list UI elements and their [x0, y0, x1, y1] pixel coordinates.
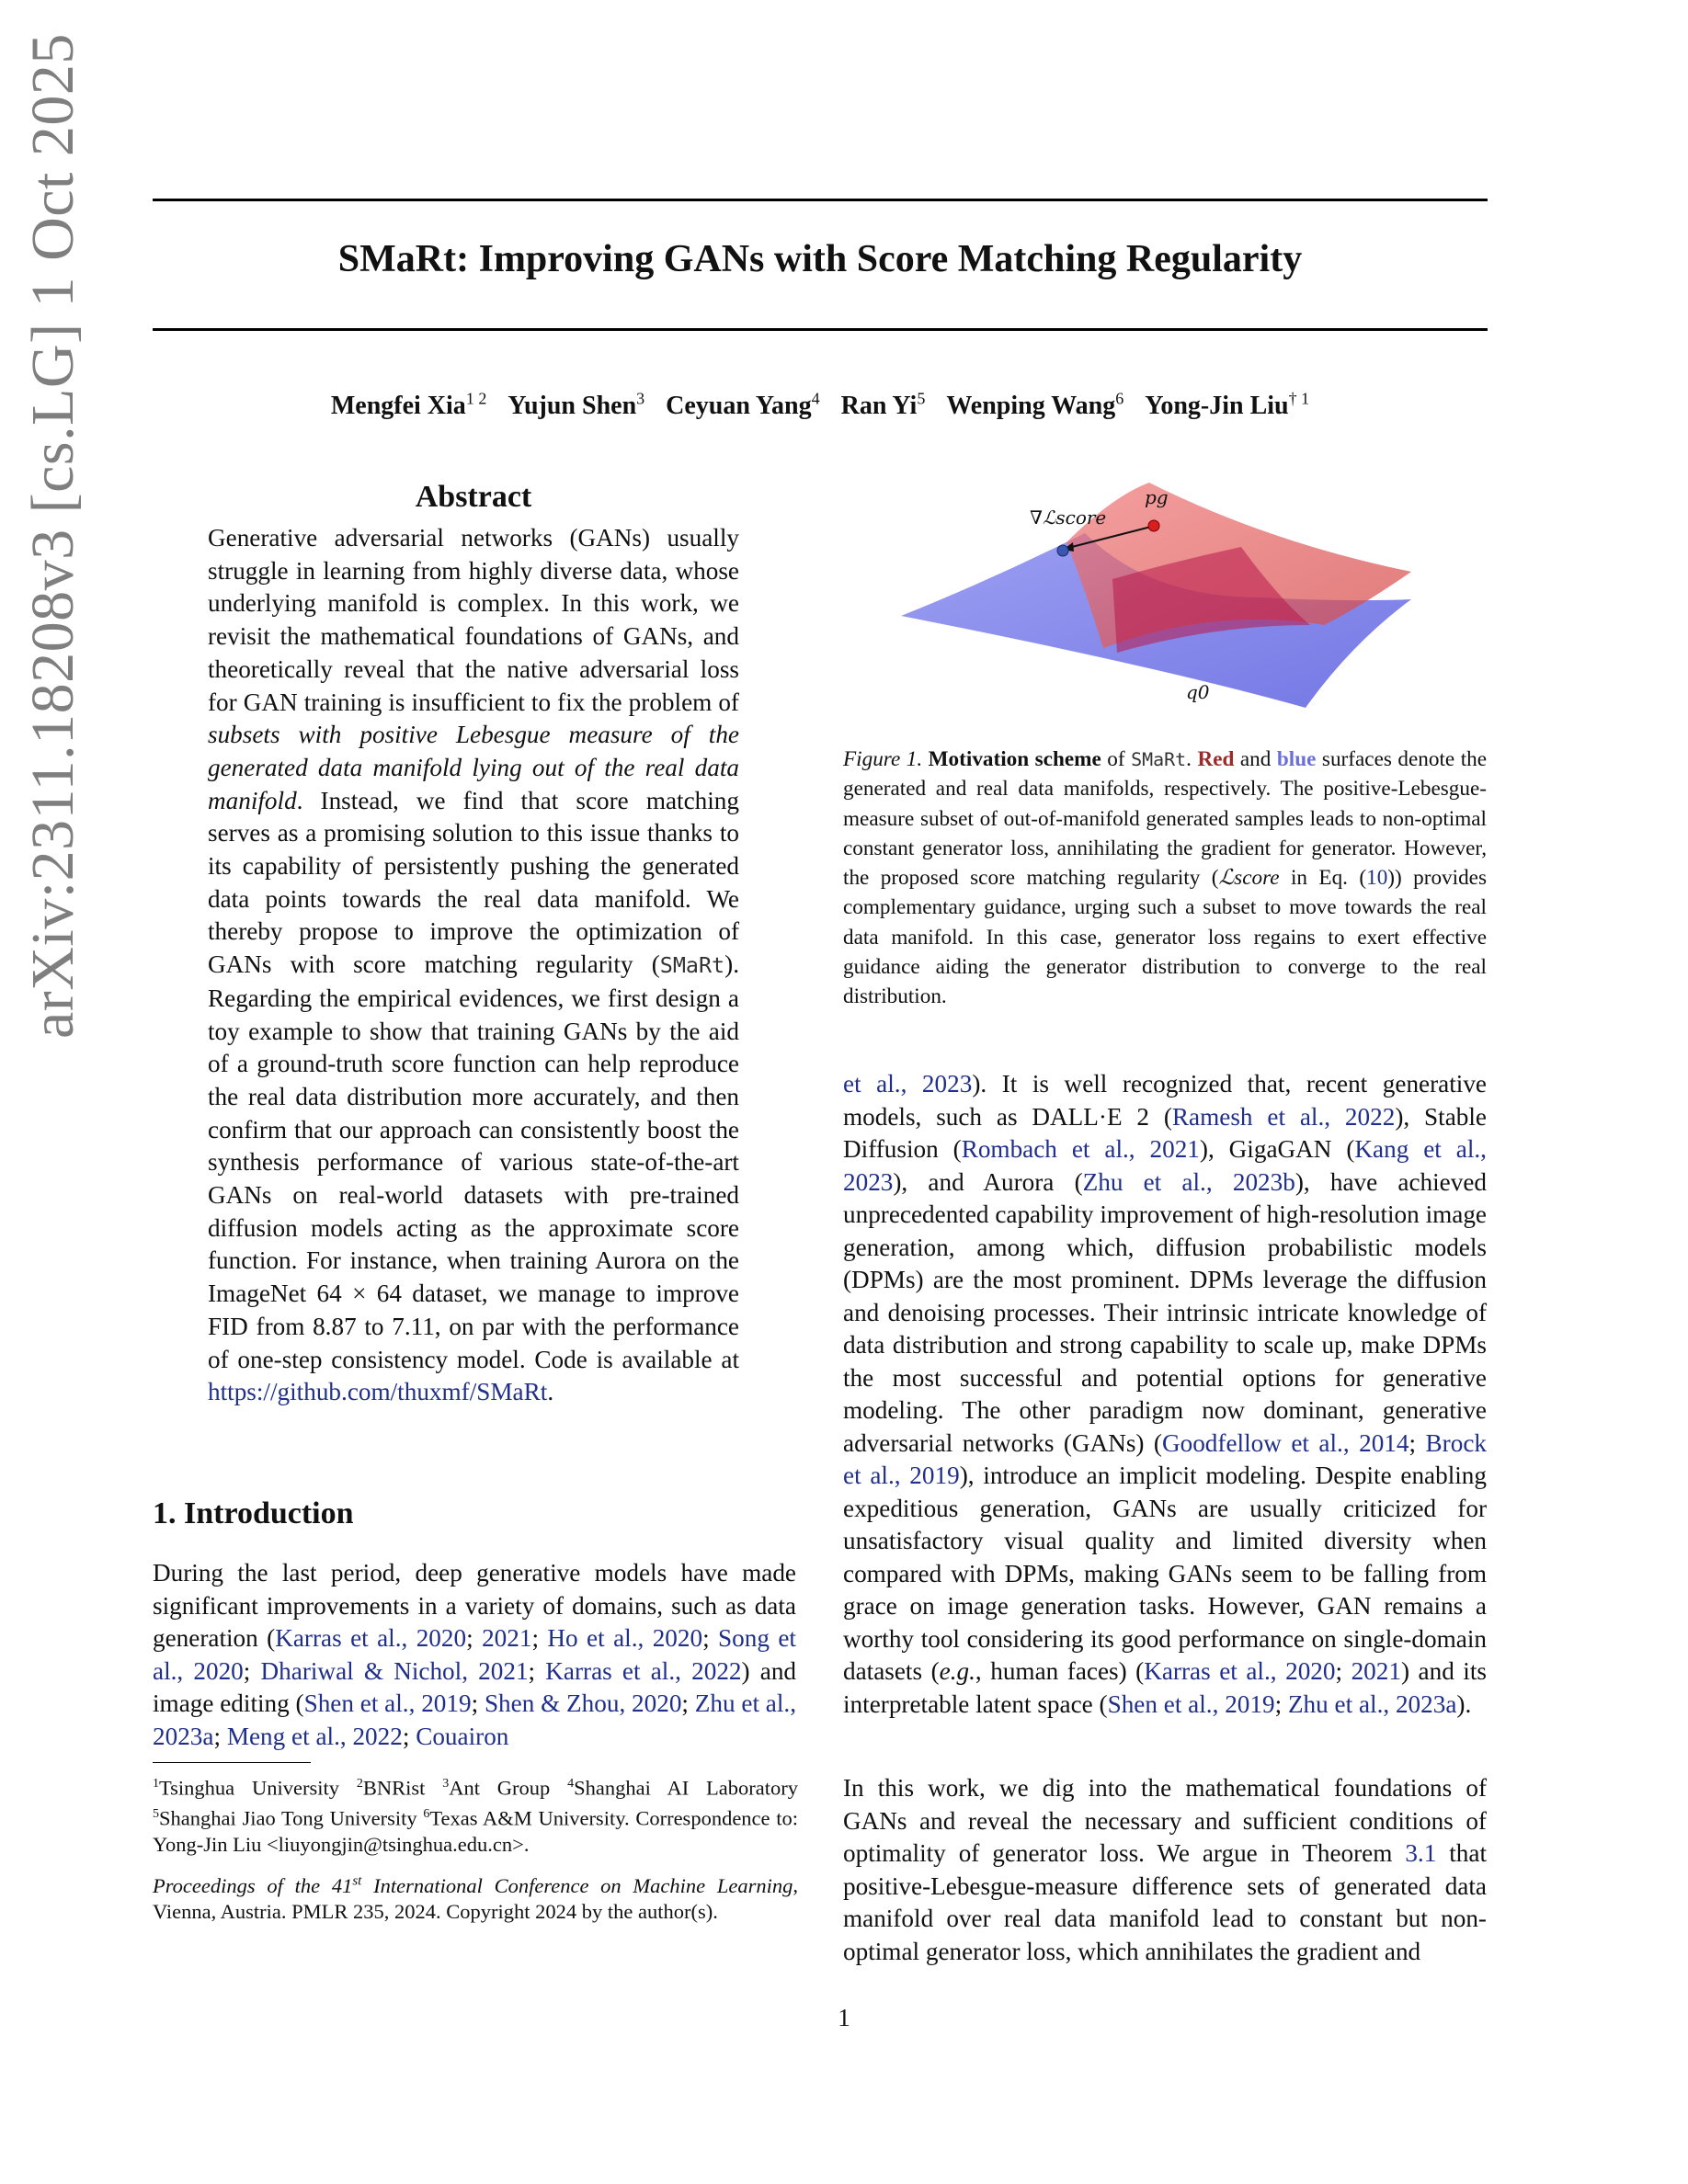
- citation-link[interactable]: Karras et al., 2020: [275, 1624, 467, 1652]
- abstract-text: Generative adversarial networks (GANs) usually struggle in learning from highly diverse data, whose underlying manifold is complex. In this work, we revisit the mathematical foundations of GANs, and theoretically reveal that the native adversarial loss for GAN training is insufficient to fix the problem of subsets with positive Lebesgue measure of the generated data manifold lying out of the real data manifold. Instead, we find that score matching serves as a promising solution to this issue thanks to its capability of persistently pushing the generated data points towards the real data manifold. We thereby propose to improve the optimization of GANs with score matching regularity (SMaRt). Regarding the empirical evidences, we first design a toy example to show that training GANs by the aid of a ground-truth score function can help reproduce the real data distribution more accurately, and then confirm that our approach can consistently boost the synthesis performance of various state-of-the-art GANs on real-world datasets with pre-trained diffusion models acting as the approximate score function. For instance, when training Aurora on the ImageNet 64 × 64 dataset, we manage to improve FID from 8.87 to 7.11, on par with the performance of one-step consistency model. Code is available at https://github.com/thuxmf/SMaRt.: [208, 524, 739, 1406]
- citation-link[interactable]: Shen & Zhou, 2020: [484, 1689, 682, 1717]
- author: Ran Yi$^5$: [840, 390, 926, 421]
- introduction-heading: 1. Introduction: [153, 1496, 354, 1530]
- citation-link[interactable]: Shen et al., 2019: [303, 1689, 472, 1717]
- citation-link[interactable]: Goodfellow et al., 2014: [1161, 1428, 1409, 1457]
- generated-sample-point: [1148, 520, 1159, 531]
- citation-link[interactable]: Zhu et al., 2023a: [1287, 1689, 1457, 1718]
- citation-link[interactable]: Couairon: [416, 1722, 509, 1750]
- author: Yong-Jin Liu$^{\dagger 1}$: [1145, 390, 1310, 421]
- figure-caption: Figure 1. Motivation scheme of SMaRt. Red and blue surfaces denote the generated and real data manifolds, respectively. The positive-Lebesgue-measure subset of out-of-manifold generated samples leads to non-optimal constant generator loss, annihilating the gradient for generator. However, the proposed score matching regularity (ℒscore in Eq. (10)) provides complementary guidance, urging such a subset to move towards the real data manifold. In this case, generator loss regains to exert effective guidance aiding the generator distribution to converge to the real distribution.: [843, 747, 1488, 1009]
- theorem-reference-link[interactable]: 3.1: [1405, 1839, 1437, 1867]
- author: Yujun Shen$^3$: [508, 390, 645, 421]
- author: Mengfei Xia$^{1 2}$: [330, 390, 487, 421]
- citation-link[interactable]: Karras et al., 2020: [1144, 1657, 1336, 1685]
- citation-link[interactable]: Meng et al., 2022: [226, 1722, 403, 1750]
- paper-title: SMaRt: Improving GANs with Score Matching Regularity: [337, 238, 1303, 280]
- citation-link[interactable]: Song et al., 2020: [153, 1624, 796, 1685]
- citation-link[interactable]: Zhu et al., 2023b: [1082, 1167, 1295, 1196]
- citation-link[interactable]: Kang et al., 2023: [843, 1135, 1487, 1196]
- title-top-rule: [153, 199, 1488, 201]
- proceedings-note: Proceedings of the 41st International Conference on Machine Learning, Vienna, Austria. PMLR 235, 2024. Copyright 2024 by the author(s).: [153, 1873, 799, 1923]
- footnote-rule: [153, 1762, 311, 1763]
- citation-link[interactable]: Rombach et al., 2021: [961, 1135, 1200, 1163]
- title-bottom-rule: [153, 328, 1488, 331]
- abstract-heading: Abstract: [415, 480, 532, 514]
- score-gradient-label: ∇ℒscore: [1030, 506, 1107, 529]
- citation-link[interactable]: Brock et al., 2019: [843, 1428, 1487, 1489]
- citation-link[interactable]: Shen et al., 2019: [1107, 1689, 1275, 1718]
- arxiv-identifier-stamp: arXiv:2311.18208v3 [cs.LG] 1 Oct 2025: [19, 33, 86, 1039]
- projected-real-point: [1057, 545, 1068, 556]
- citation-link[interactable]: Ramesh et al., 2022: [1171, 1102, 1396, 1131]
- generated-distribution-label: pg: [1145, 486, 1169, 508]
- real-distribution-label: q0: [1186, 681, 1210, 703]
- citation-link[interactable]: 2021: [1351, 1657, 1401, 1685]
- page-number: 1: [838, 2004, 850, 2031]
- affiliations-footnote: $^1$Tsinghua University $^2$BNRist $^3$Ant Group $^4$Shanghai AI Laboratory $^5$Shanghai Jiao Tong University $^6$Texas A&M University. Correspondence to: Yong-Jin Liu <liuyongjin@tsinghua.edu.cn>.: [153, 1776, 798, 1856]
- citation-link[interactable]: et al., 2023: [843, 1070, 973, 1098]
- motivation-figure: [883, 469, 1443, 735]
- introduction-paragraph-continued: et al., 2023). It is well recognized that, recent generative models, such as DALL·E 2 (Ramesh et al., 2022), Stable Diffusion (Rombach et al., 2021), GigaGAN (Kang et al., 2023), and Aurora (Zhu et al., 2023b), have achieved unprecedented capability improvement of high-resolution image generation, among which, diffusion probabilistic models (DPMs) are the most prominent. DPMs leverage the diffusion and denoising processes. Their intrinsic intricate knowledge of data distribution and strong capability to scale up, make DPMs the most successful and potential options for generative modeling. The other paradigm now dominant, generative adversarial networks (GANs) (Goodfellow et al., 2014; Brock et al., 2019), introduce an implicit modeling. Despite enabling expeditious generation, GANs are usually criticized for unsatisfactory visual quality and limited diversity when compared with DPMs, making GANs seem to be falling from grace on image generation tasks. However, GAN remains a worthy tool considering its good performance on single-domain datasets (e.g., human faces) (Karras et al., 2020; 2021) and its interpretable latent space (Shen et al., 2019; Zhu et al., 2023a).: [843, 1070, 1487, 1718]
- contribution-paragraph: In this work, we dig into the mathematical foundations of GANs and reveal the necessary and sufficient conditions of optimality of generator loss. We argue in Theorem 3.1 that positive-Lebesgue-measure difference sets of generated data manifold over real data manifold lead to constant but non-optimal generator loss, which annihilates the gradient and: [843, 1774, 1487, 1965]
- citation-link[interactable]: Karras et al., 2022: [545, 1656, 742, 1685]
- citation-link[interactable]: Zhu et al., 2023a: [153, 1689, 797, 1750]
- citation-link[interactable]: 2021: [482, 1624, 532, 1652]
- author: Ceyuan Yang$^4$: [666, 390, 820, 421]
- citation-link[interactable]: Dhariwal & Nichol, 2021: [260, 1656, 529, 1685]
- author: Wenping Wang$^6$: [946, 390, 1124, 421]
- introduction-paragraph: During the last period, deep generative models have made significant improvements in a variety of domains, such as data generation (Karras et al., 2020; 2021; Ho et al., 2020; Song et al., 2020; Dhariwal & Nichol, 2021; Karras et al., 2022) and image editing (Shen et al., 2019; Shen & Zhou, 2020; Zhu et al., 2023a; Meng et al., 2022; Couairon: [153, 1559, 797, 1750]
- equation-reference-link[interactable]: 10: [1366, 866, 1388, 891]
- citation-link[interactable]: Ho et al., 2020: [547, 1624, 703, 1652]
- code-repository-link[interactable]: https://github.com/thuxmf/SMaRt: [208, 1378, 548, 1406]
- author-list: [153, 390, 1488, 421]
